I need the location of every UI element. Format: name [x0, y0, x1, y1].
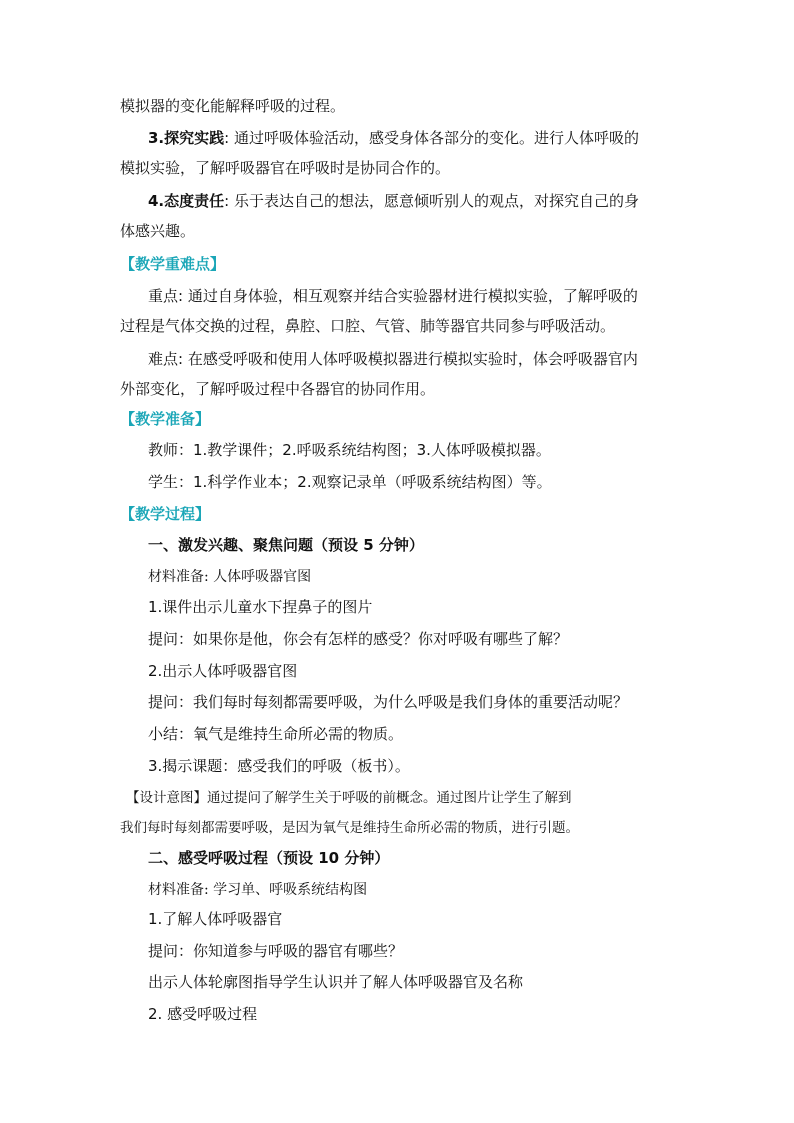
- teacher-preparation: 教师：1.教学课件；2.呼吸系统结构图；3.人体呼吸模拟器。: [148, 441, 551, 459]
- part1-step1: 1.课件出示儿童水下捏鼻子的图片: [148, 598, 373, 616]
- difficulty-line-1: 难点: 在感受呼吸和使用人体呼吸模拟器进行模拟实验时，体会呼吸器官内: [148, 350, 638, 368]
- part1-materials: 材料准备: 人体呼吸器官图: [148, 569, 312, 585]
- part1-step2: 2.出示人体呼吸器官图: [148, 662, 298, 680]
- practice-goal-line: [148, 128, 639, 148]
- part1-summary: 小结：氧气是维持生命所必需的物质。: [148, 725, 404, 743]
- part1-step3: 3.揭示课题：感受我们的呼吸（板书）。: [148, 757, 410, 775]
- part1-question1: 提问：如果你是他，你会有怎样的感受？你对呼吸有哪些了解？: [148, 630, 569, 648]
- key-points-heading: 【教学重难点】: [120, 255, 226, 273]
- attitude-goal-line-2: 体感兴趣。: [120, 222, 196, 240]
- design-intent-line-1: 【设计意图】通过提问了解学生关于呼吸的前概念。通过图片让学生了解到: [126, 790, 572, 806]
- process-heading: 【教学过程】: [120, 505, 211, 523]
- part2-step1: 1.了解人体呼吸器官: [148, 910, 283, 928]
- practice-goal-label: 3.探究实践: [148, 129, 225, 147]
- part2-step2: 2. 感受呼吸过程: [148, 1005, 258, 1023]
- difficulty-line-2: 外部变化，了解呼吸过程中各器官的协同作用。: [120, 380, 436, 398]
- focus-line-1: 重点: 通过自身体验，相互观察并结合实验器材进行模拟实验，了解呼吸的: [148, 287, 638, 305]
- preparation-heading: 【教学准备】: [120, 410, 211, 428]
- part2-note: 出示人体轮廓图指导学生认识并了解人体呼吸器官及名称: [148, 973, 524, 991]
- practice-goal-text: : 通过呼吸体验活动，感受身体各部分的变化。进行人体呼吸的: [224, 129, 639, 147]
- goal-continuation-line: 模拟器的变化能解释呼吸的过程。: [120, 97, 346, 115]
- student-preparation: 学生：1.科学作业本；2.观察记录单（呼吸系统结构图）等。: [148, 473, 552, 491]
- attitude-goal-line: [148, 191, 639, 211]
- part2-question1: 提问：你知道参与呼吸的器官有哪些？: [148, 942, 404, 960]
- attitude-goal-text: : 乐于表达自己的想法，愿意倾听别人的观点，对探究自己的身: [224, 192, 639, 210]
- practice-goal-line-2: 模拟实验，了解呼吸器官在呼吸时是协同合作的。: [120, 159, 451, 177]
- part2-materials: 材料准备: 学习单、呼吸系统结构图: [148, 882, 368, 898]
- part1-title: 一、激发兴趣、聚焦问题（预设 5 分钟）: [148, 536, 424, 554]
- part1-question2: 提问：我们每时每刻都需要呼吸，为什么呼吸是我们身体的重要活动呢？: [148, 693, 629, 711]
- attitude-goal-label: 4.态度责任: [148, 192, 225, 210]
- design-intent-line-2: 我们每时每刻都需要呼吸，是因为氧气是维持生命所必需的物质，进行引题。: [120, 820, 579, 836]
- focus-line-2: 过程是气体交换的过程，鼻腔、口腔、气管、肺等器官共同参与呼吸活动。: [120, 317, 616, 335]
- part2-title: 二、感受呼吸过程（预设 10 分钟）: [148, 849, 390, 867]
